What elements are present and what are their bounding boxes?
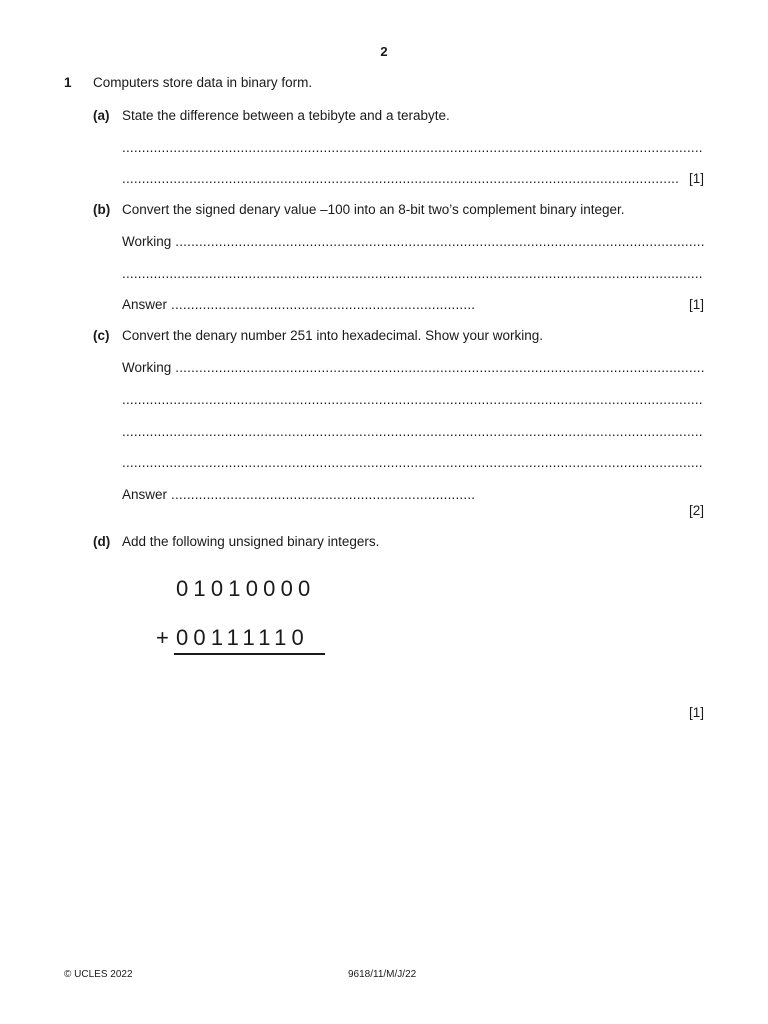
part-c-working-dots [175,360,704,375]
part-c-working-label: Working [122,360,172,375]
plus-operator: + [156,625,169,650]
part-c-answer-dots [171,487,474,502]
part-d-label: (d) [93,534,111,549]
binary-operand-2: 00111110 [176,625,309,650]
part-b-working-dots [175,234,704,249]
question-number: 1 [64,75,72,90]
part-a-text: State the difference between a tebibyte and a terabyte. [122,108,450,123]
question-stem: Computers store data in binary form. [93,75,313,90]
part-c-text: Convert the denary number 251 into hexadecimal. Show your working. [122,328,543,343]
part-c-working-line[interactable] [122,360,704,375]
part-d-text: Add the following unsigned binary integers. [122,534,380,549]
part-c-working-line-3[interactable] [122,424,704,440]
part-b-working-line-2[interactable] [122,266,704,282]
part-d-mark: [1] [688,705,704,720]
part-a-answer-line-1[interactable] [122,140,704,156]
part-b-mark: [1] [688,297,704,312]
part-c-mark: [2] [688,503,704,518]
binary-operand-1: 01010000 [176,576,316,601]
part-c-working-line-4[interactable] [122,455,704,471]
page-number: 2 [380,44,388,59]
sum-underline [174,653,325,655]
footer-code: 9618/11/M/J/22 [348,969,417,980]
part-b-text: Convert the signed denary value –100 into an 8-bit two’s complement binary integer. [122,202,625,217]
part-b-working-line[interactable] [122,234,704,249]
part-c-answer-line[interactable] [122,487,474,502]
part-a-label: (a) [93,108,110,123]
part-b-answer-label: Answer [122,297,168,312]
part-b-working-label: Working [122,234,172,249]
part-b-answer-line[interactable] [122,297,474,312]
part-b-answer-dots [171,297,474,312]
part-b-label: (b) [93,202,111,217]
footer-copyright: © UCLES 2022 [64,969,133,980]
part-c-working-line-2[interactable] [122,392,704,408]
part-a-answer-line-2[interactable] [122,171,678,187]
part-c-label: (c) [93,328,110,343]
part-c-answer-label: Answer [122,487,168,502]
part-a-mark: [1] [688,171,704,186]
